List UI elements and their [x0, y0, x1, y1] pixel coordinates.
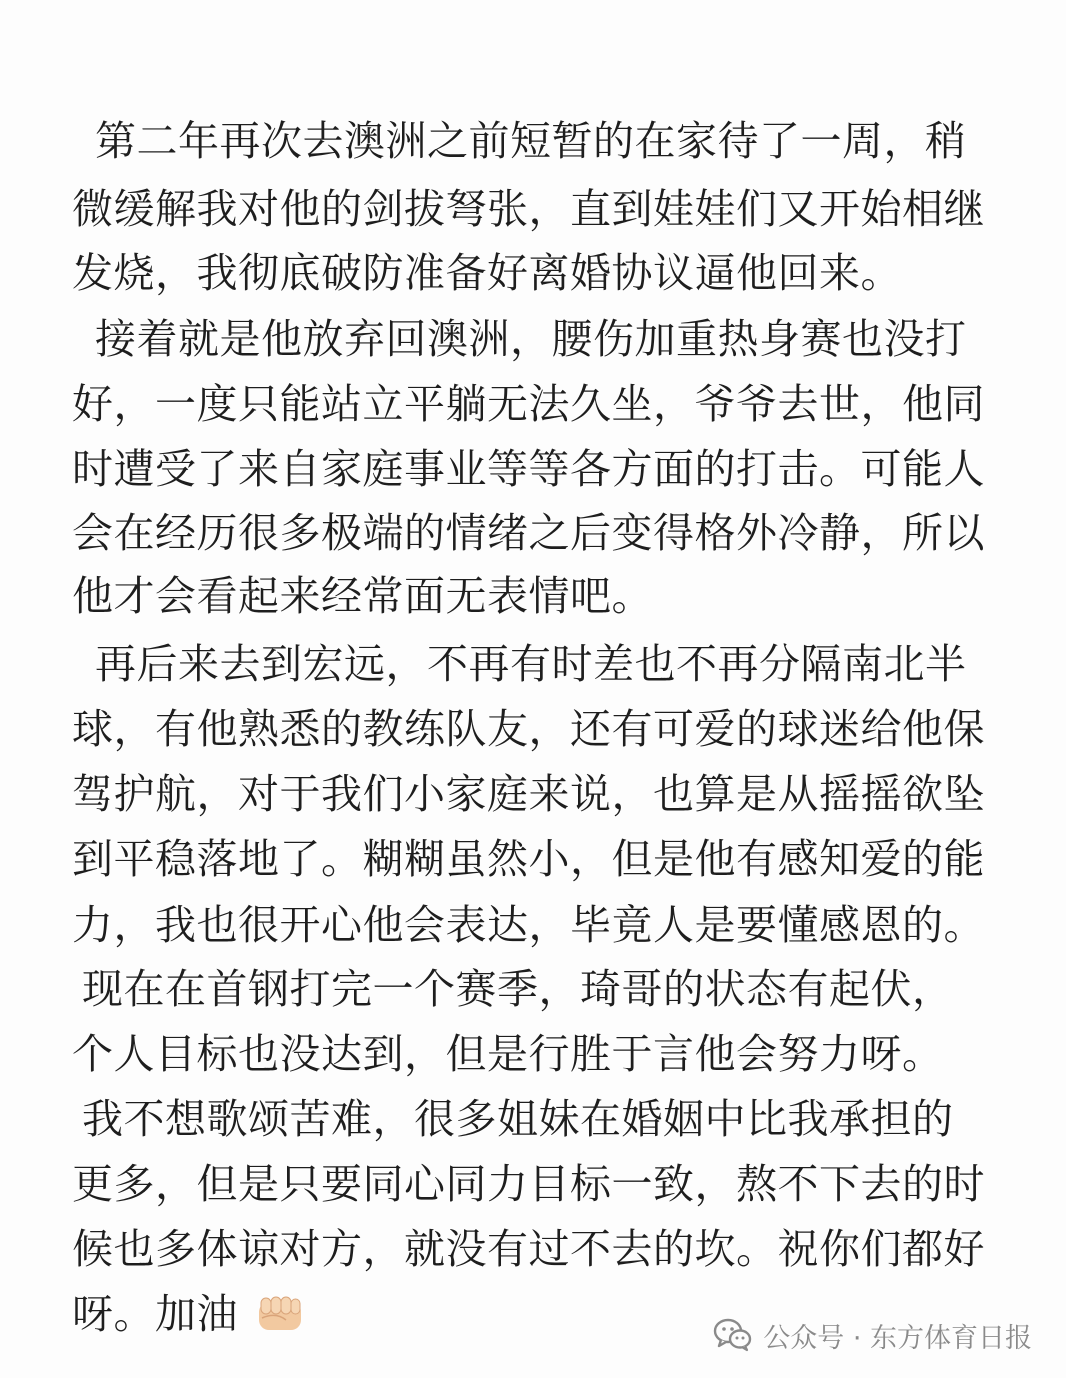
text-line: 好，一度只能站立平躺无法久坐，爷爷去世，他同 [72, 380, 985, 428]
text-line: 现在在首钢打完一个赛季，琦哥的状态有起伏， [82, 965, 954, 1013]
text-line: 时遭受了来自家庭事业等等各方面的打击。可能人 [72, 445, 985, 493]
wechat-icon [713, 1318, 753, 1352]
text-line: 驾护航，对于我们小家庭来说，也算是从摇摇欲坠 [72, 770, 985, 818]
text-line: 到平稳落地了。糊糊虽然小，但是他有感知爱的能 [72, 835, 985, 883]
text-line: 更多，但是只要同心同力目标一致，熬不下去的时 [72, 1160, 985, 1208]
text-line: 微缓解我对他的剑拔弩张，直到娃娃们又开始相继 [72, 185, 985, 233]
fist-emoji [256, 1294, 304, 1334]
text-line: 球，有他熟悉的教练队友，还有可爱的球迷给他保 [72, 705, 985, 753]
text-line: 个人目标也没达到，但是行胜于言他会努力呀。 [72, 1030, 944, 1078]
text-line: 再后来去到宏远，不再有时差也不再分隔南北半 [95, 640, 967, 688]
text-line: 第二年再次去澳洲之前短暂的在家待了一周，稍 [95, 117, 967, 165]
text-line: 接着就是他放弃回澳洲，腰伤加重热身赛也没打 [95, 315, 967, 363]
watermark [713, 1313, 1032, 1357]
text-line: 他才会看起来经常面无表情吧。 [72, 572, 653, 620]
text-line-last-text: 呀。加油 [72, 1290, 238, 1338]
watermark-text: 公众号 · 东方体育日报 [763, 1322, 1032, 1354]
text-line: 我不想歌颂苦难，很多姐妹在婚姻中比我承担的 [82, 1095, 954, 1143]
text-line: 会在经历很多极端的情绪之后变得格外冷静，所以 [72, 509, 985, 557]
text-line-last [72, 1284, 304, 1344]
text-line: 力，我也很开心他会表达，毕竟人是要懂感恩的。 [72, 901, 985, 949]
text-line: 候也多体谅对方，就没有过不去的坎。祝你们都好 [72, 1225, 985, 1273]
text-line: 发烧，我彻底破防准备好离婚协议逼他回来。 [72, 249, 902, 297]
